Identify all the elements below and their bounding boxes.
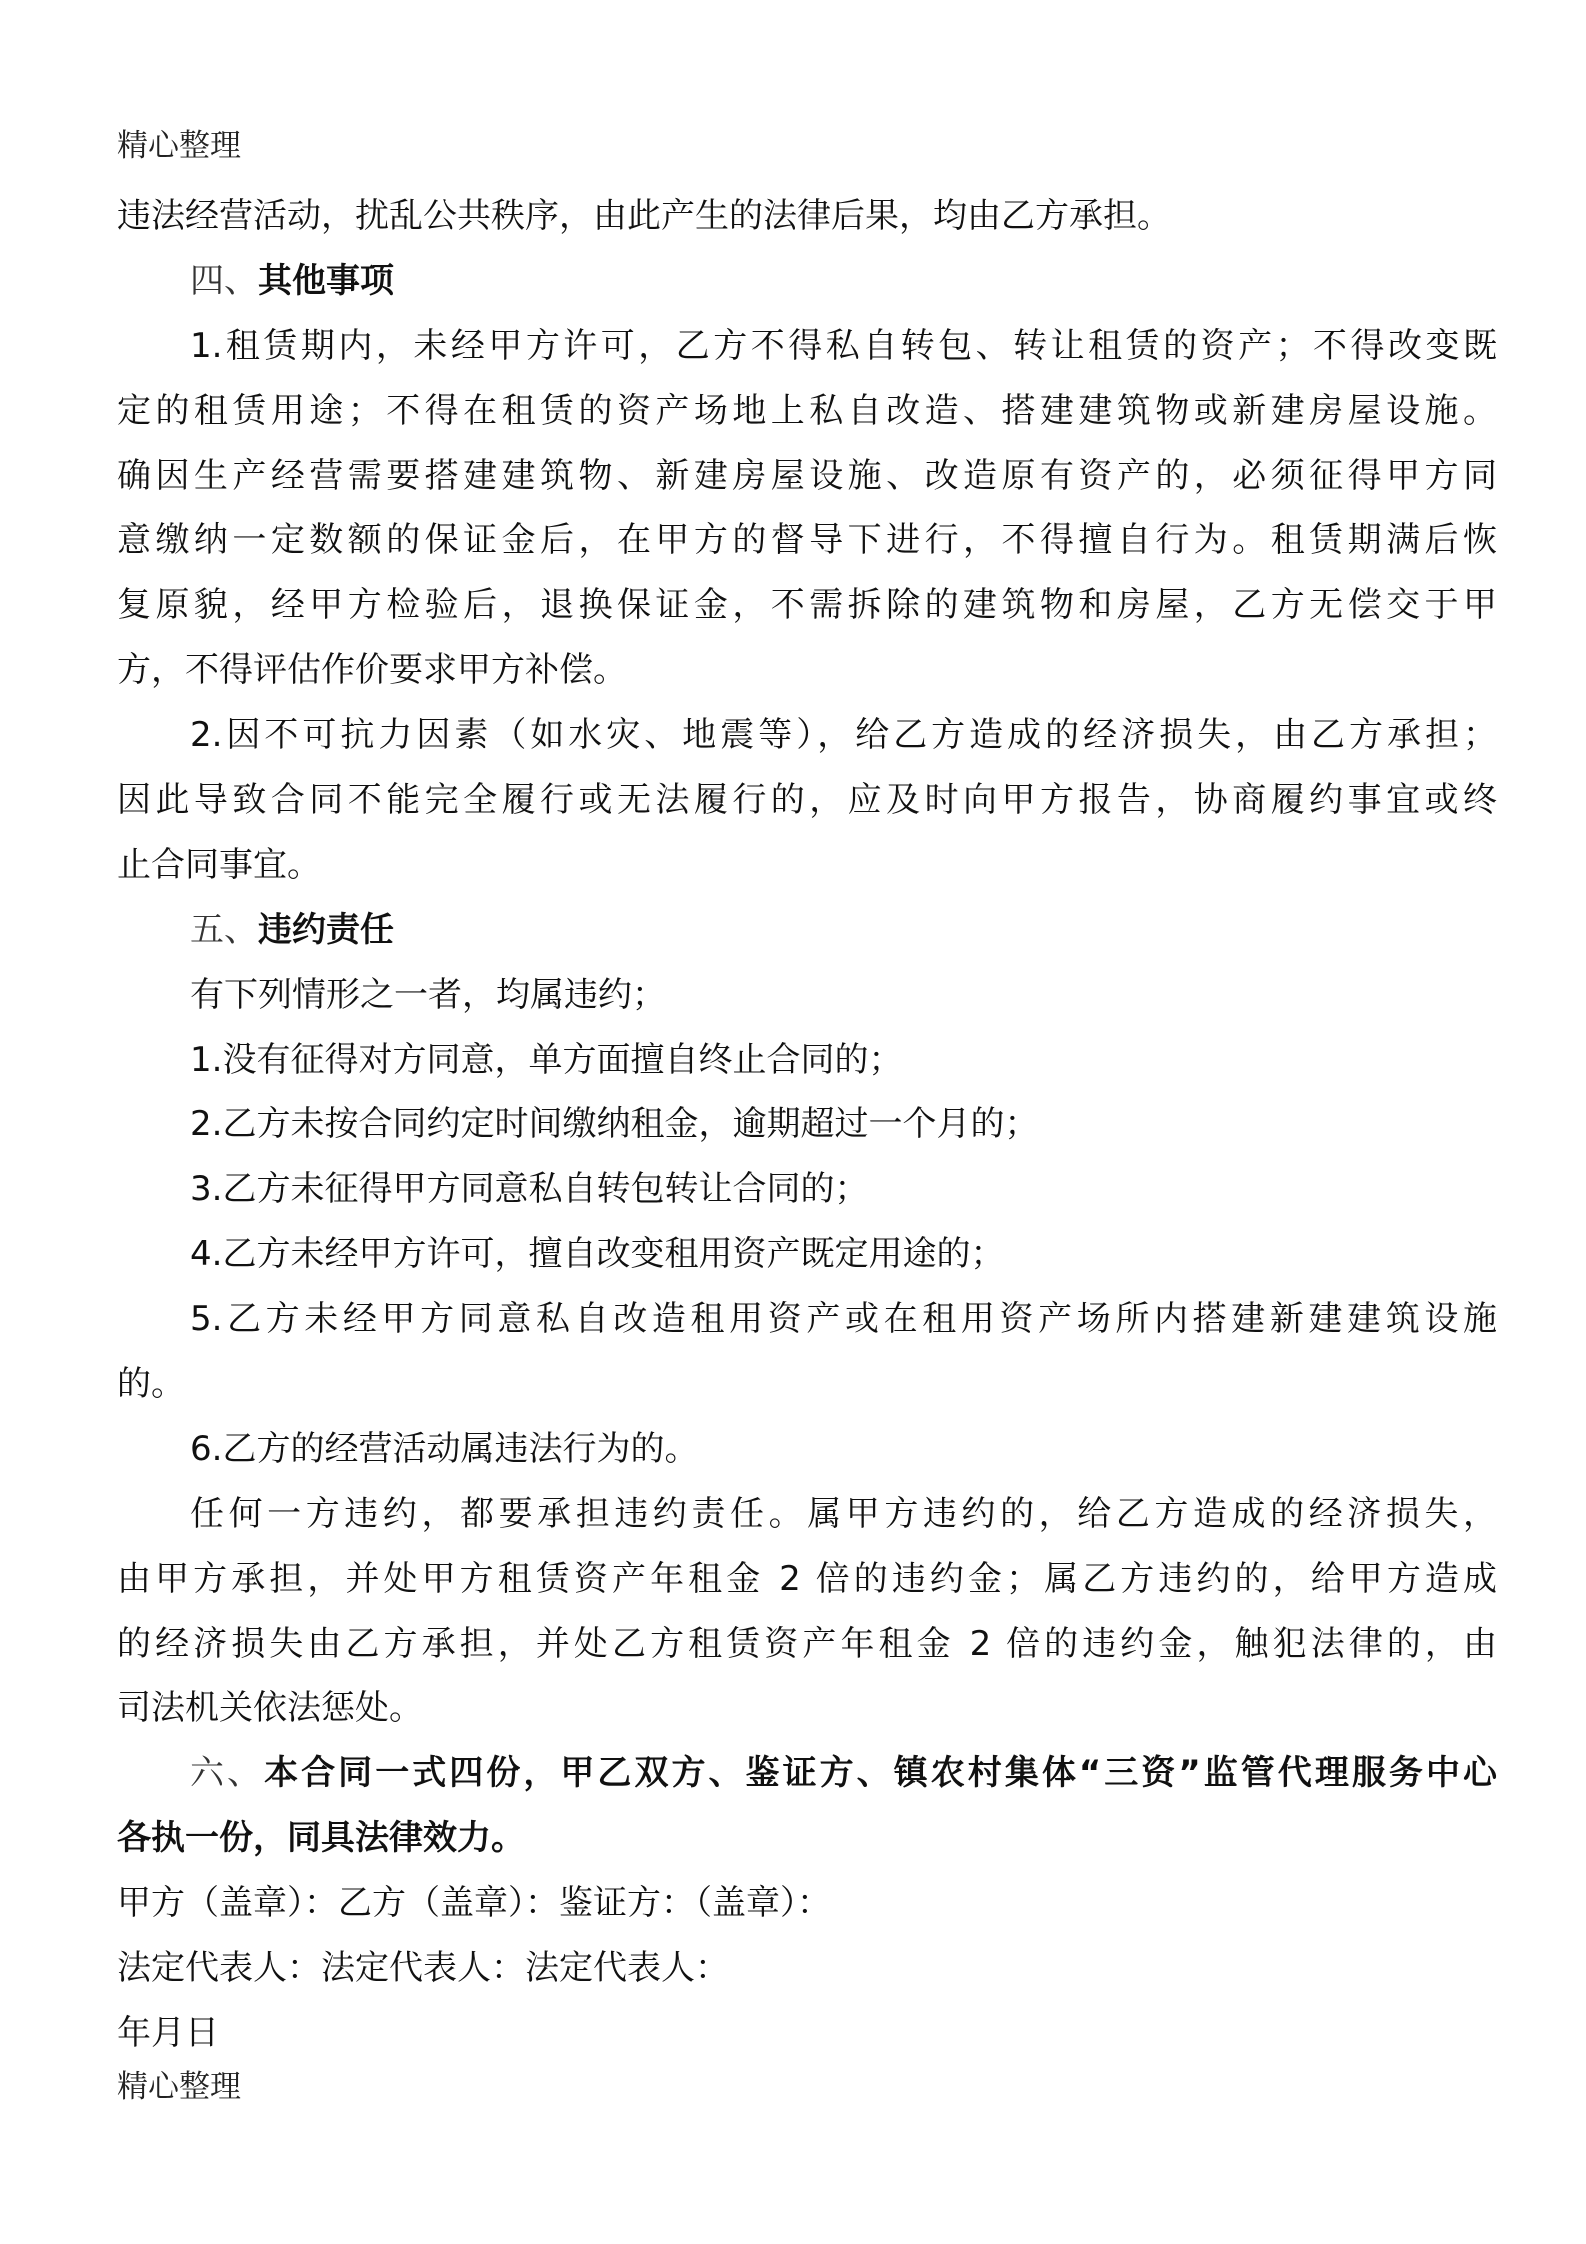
paragraph-line: 方，不得评估作价要求甲方补偿。	[117, 650, 627, 691]
section-heading-6	[117, 1741, 1497, 1806]
paragraph-line: 的经济损失由乙方承担，并处乙方租赁资产年租金 2 倍的违约金，触犯法律的，由	[117, 1623, 1497, 1664]
section-heading-5	[117, 898, 1497, 963]
list-item: 5.乙方未经甲方同意私自改造租用资产或在租用资产场所内搭建新建建筑设施	[190, 1299, 1497, 1340]
footer-watermark-text: 精心整理	[117, 2069, 241, 2105]
list-item: 6.乙方的经营活动属违法行为的。	[190, 1428, 699, 1469]
paragraph-line: 定的租赁用途；不得在租赁的资产场地上私自改造、搭建建筑物或新建房屋设施。	[117, 390, 1497, 431]
paragraph-line: 的。	[117, 1364, 185, 1405]
paragraph-line: 有下列情形之一者，均属违约；	[190, 974, 666, 1015]
list-item: 3.乙方未征得甲方同意私自转包转让合同的；	[190, 1169, 869, 1210]
paragraph-line: 复原貌，经甲方检验后，退换保证金，不需拆除的建筑物和房屋，乙方无偿交于甲	[117, 585, 1497, 626]
section-number: 六、	[190, 1753, 265, 1794]
section-title: 其他事项	[258, 260, 394, 301]
paragraph-line: 止合同事宜。	[117, 844, 321, 885]
paragraph-line: 任何一方违约，都要承担违约责任。属甲方违约的，给乙方造成的经济损失，	[190, 1493, 1497, 1534]
list-item: 1.没有征得对方同意，单方面擅自终止合同的；	[190, 1039, 903, 1080]
date-line: 年月日	[117, 2012, 219, 2053]
list-item: 4.乙方未经甲方许可，擅自改变租用资产既定用途的；	[190, 1234, 1005, 1275]
paragraph-line: 司法机关依法惩处。	[117, 1688, 423, 1729]
contract-body	[117, 184, 1497, 2066]
section-title: 违约责任	[258, 909, 394, 950]
section-number: 五、	[190, 909, 258, 950]
header-watermark-text: 精心整理	[117, 128, 241, 164]
section-heading-4	[117, 249, 1497, 314]
paragraph-line: 各执一份，同具法律效力。	[117, 1818, 525, 1859]
paragraph-line: 意缴纳一定数额的保证金后，在甲方的督导下进行，不得擅自行为。租赁期满后恢	[117, 520, 1497, 561]
signature-parties-line: 甲方（盖章）：乙方（盖章）：鉴证方：（盖章）：	[117, 1883, 831, 1924]
paragraph-line: 2.因不可抗力因素（如水灾、地震等），给乙方造成的经济损失，由乙方承担；	[190, 715, 1497, 756]
paragraph-line: 由甲方承担，并处甲方租赁资产年租金 2 倍的违约金；属乙方违约的，给甲方造成	[117, 1558, 1497, 1599]
paragraph-line: 因此导致合同不能完全履行或无法履行的，应及时向甲方报告，协商履约事宜或终	[117, 780, 1497, 821]
section-title: 本合同一式四份，甲乙双方、鉴证方、镇农村集体“三资”监管代理服务中心	[264, 1753, 1497, 1794]
paragraph-line: 1.租赁期内，未经甲方许可，乙方不得私自转包、转让租赁的资产；不得改变既	[190, 325, 1497, 366]
representatives-line: 法定代表人：法定代表人：法定代表人：	[117, 1948, 729, 1989]
paragraph-line: 违法经营活动，扰乱公共秩序，由此产生的法律后果，均由乙方承担。	[117, 196, 1171, 236]
paragraph-line: 确因生产经营需要搭建建筑物、新建房屋设施、改造原有资产的，必须征得甲方同	[117, 455, 1497, 496]
section-number: 四、	[190, 260, 258, 301]
list-item: 2.乙方未按合同约定时间缴纳租金，逾期超过一个月的；	[190, 1104, 1039, 1145]
